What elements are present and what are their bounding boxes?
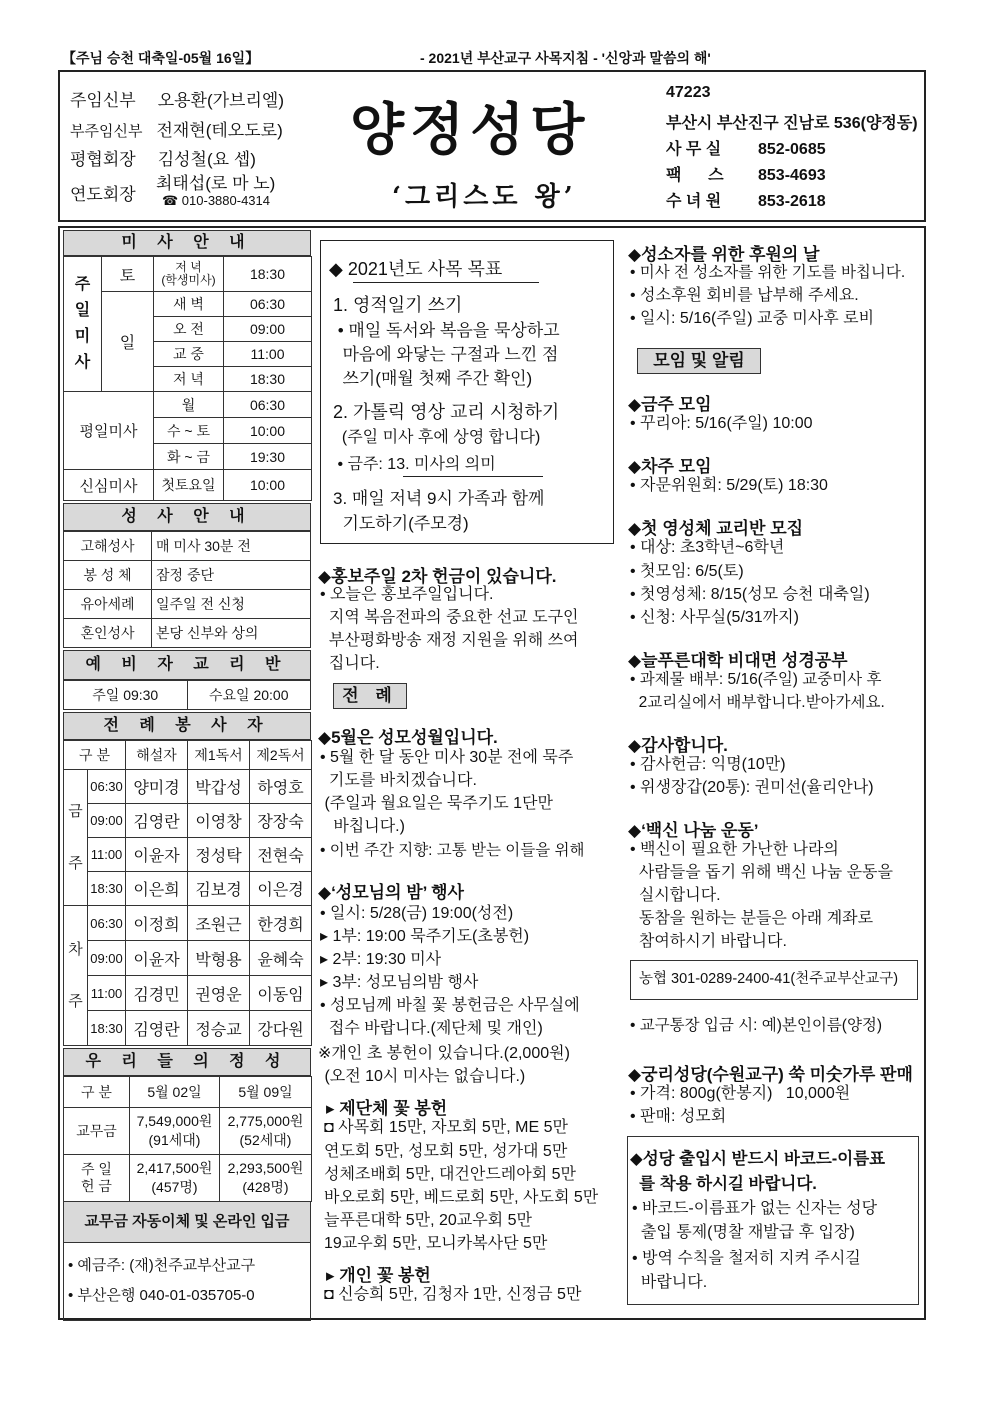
reader-1: 이영창: [188, 804, 250, 838]
night-line: • 성모님께 바칠 꽃 봉헌금은 사무실에: [320, 997, 580, 1014]
contact-value: 852-0685: [758, 141, 826, 158]
reader-1: 정승교: [188, 1011, 250, 1046]
liturgy-tag: 전 례: [333, 683, 407, 709]
sunday-mass-label: 주 일 미 사: [64, 257, 102, 392]
mass-title: 미 사 안 내: [63, 230, 311, 256]
may-line: (주일과 월요일은 묵주기도 1단만: [320, 795, 553, 812]
promo-line: • 오늘은 홍보주일입니다.: [320, 586, 494, 603]
saturday-label: 토: [102, 257, 154, 292]
account-box: [63, 1243, 311, 1321]
staff-role: 평협회장: [70, 150, 136, 169]
may-line: 기도를 바치겠습니다.: [320, 772, 477, 789]
sacrament-name: 봉 성 체: [64, 561, 152, 590]
devotion-day: 첫토요일: [154, 470, 224, 501]
liturgy-time: 06:30: [88, 906, 126, 941]
vocation-line: • 미사 전 성소자를 위한 기도를 바칩니다.: [630, 264, 906, 281]
first-communion-title: ◆첫 영성체 교리반 모집: [628, 519, 804, 538]
liturgy-time: 09:00: [88, 804, 126, 838]
university-study-line: 2교리실에서 배부합니다.받아가세요.: [630, 694, 885, 711]
mass-time: 11:00: [224, 342, 312, 367]
liturgy-time: 11:00: [88, 838, 126, 872]
sacrament-value: 본당 신부와 상의: [152, 619, 311, 648]
barcode-line: • 바코드-이름표가 없는 신자는 성당: [632, 1200, 878, 1217]
offering-value: 2,293,500원 (428명): [220, 1155, 312, 1202]
postal-code: 47223: [666, 84, 711, 101]
mass-name: 저 녁: [154, 367, 224, 392]
university-study-title: ◆늘푸른대학 비대면 성경공부: [628, 651, 848, 670]
liturgy-time: 18:30: [88, 1011, 126, 1046]
contact-label: 수 녀 원: [666, 193, 722, 210]
vaccine-line: 실시합니다.: [630, 887, 721, 904]
liturgy-table: [63, 740, 312, 1046]
catechumen-title: 예 비 자 교 리 반: [63, 650, 311, 680]
mass-time: 10:00: [224, 470, 312, 501]
group-flower-line: 바오로회 5만, 베드로회 5만, 사도회 5만: [324, 1189, 599, 1206]
liturgy-header: 구 분: [64, 741, 126, 770]
first-communion-line: • 대상: 초3학년~6학년: [630, 539, 785, 556]
mass-name: 저 녁 (학생미사): [154, 257, 224, 292]
reader-2: 이은경: [250, 872, 312, 906]
vocation-line: • 일시: 5/16(주일) 교중 미사후 로비: [630, 310, 875, 327]
goal-line: 2. 가톨릭 영상 교리 시청하기: [333, 402, 560, 422]
group-flower-line: 19교우회 5만, 모니카복사단 5만: [324, 1235, 548, 1252]
liturgy-time: 09:00: [88, 941, 126, 976]
barcode-line: ◆성당 출입시 받드시 바코드-이름표: [630, 1150, 886, 1168]
top-left-caption: 【주님 승천 대축일-05월 16일】: [62, 50, 260, 66]
reader-2: 윤혜숙: [250, 941, 312, 976]
flour-sale-title: ◆궁리성당(수원교구) 쑥 미숫가루 판매: [628, 1065, 913, 1084]
commentator: 이정희: [126, 906, 188, 941]
weekday-day: 월: [154, 392, 224, 418]
feast-title: ‘그리스도 왕’: [392, 182, 577, 212]
offering-value: 2,775,000원 (52세대): [220, 1108, 312, 1155]
goal-line: 마음에 와닿는 구절과 느낀 점: [333, 345, 559, 364]
night-line: ▸ 1부: 19:00 묵주기도(초봉헌): [320, 928, 530, 945]
may-line: • 5월 한 달 동안 미사 30분 전에 묵주: [320, 749, 574, 766]
sacrament-name: 고해성사: [64, 532, 152, 561]
thanks-title: ◆감사합니다.: [628, 736, 728, 755]
university-study-line: • 과제물 배부: 5/16(주일) 교중미사 후: [630, 671, 882, 688]
notice-tag: 모임 및 알림: [637, 348, 761, 374]
offering-title: 우 리 들 의 정 성: [63, 1048, 311, 1076]
bank-account: • 부산은행 040-01-035705-0: [68, 1287, 255, 1304]
vaccine-line: 사람들을 돕기 위해 백신 나눔 운동을: [630, 864, 893, 881]
offering-table: [63, 1076, 312, 1202]
goal-line: 1. 영적일기 쓰기: [333, 295, 463, 315]
contact-value: 853-2618: [758, 193, 826, 210]
reader-1: 조원근: [188, 906, 250, 941]
mass-time: 06:30: [224, 292, 312, 317]
commentator: 이윤자: [126, 941, 188, 976]
goal-line: 3. 매일 저녁 9시 가족과 함께: [333, 489, 545, 508]
commentator: 이윤자: [126, 838, 188, 872]
liturgy-servers-title: 전 례 봉 사 자: [63, 712, 311, 740]
catechumen-sunday: 주일 09:30: [64, 681, 188, 710]
sacrament-table: [63, 531, 311, 648]
church-name: 양정성당: [350, 98, 591, 163]
mass-time: 19:30: [224, 444, 312, 470]
offering-value: 2,417,500원 (457명): [130, 1155, 220, 1202]
goal-line: 쓰기(매월 첫째 주간 확인): [333, 369, 533, 388]
first-communion-line: • 첫모임: 6/5(토): [630, 563, 744, 580]
barcode-line: 출입 통제(명찰 재발급 후 입장): [632, 1224, 855, 1241]
sunday-label: 일: [102, 292, 154, 392]
night-line: • 일시: 5/28(금) 19:00(성전): [320, 905, 514, 922]
liturgy-header: 제2독서: [250, 741, 312, 770]
header-box: [58, 70, 926, 222]
promo-line: 지역 복음전파의 중요한 선교 도구인: [320, 609, 579, 626]
weekday-day: 수 ~ 토: [154, 418, 224, 444]
vaccine-line: 참여하시기 바랍니다.: [630, 933, 787, 950]
liturgy-time: 06:30: [88, 770, 126, 804]
group-flower-line: 성체조배회 5만, 대건안드레아회 5만: [324, 1166, 576, 1183]
commentator: 양미경: [126, 770, 188, 804]
mass-time: 09:00: [224, 317, 312, 342]
goals-title: ◆ 2021년도 사목 목표: [329, 259, 503, 279]
next-week-label: 차 주: [64, 906, 88, 1046]
barcode-line: 를 착용 하시길 바랍니다.: [630, 1175, 817, 1193]
contact-label: 사 무 실: [666, 141, 722, 158]
may-line: 바칩니다.): [320, 818, 405, 835]
mass-time: 06:30: [224, 392, 312, 418]
may-line: • 이번 주간 지향: 고통 받는 이들을 위해: [320, 842, 585, 859]
personal-flower-title: ▸ 개인 꽃 봉헌: [326, 1266, 431, 1285]
promo-title: ◆홍보주일 2차 헌금이 있습니다.: [318, 567, 557, 586]
promo-line: 집니다.: [320, 655, 380, 672]
sacrament-name: 혼인성사: [64, 619, 152, 648]
sacrament-name: 유아세례: [64, 590, 152, 619]
commentator: 김경민: [126, 976, 188, 1011]
this-week-label: 금 주: [64, 770, 88, 906]
liturgy-header: 제1독서: [188, 741, 250, 770]
staff-role: 주임신부: [70, 91, 136, 110]
night-line: 접수 바랍니다.(제단체 및 개인): [320, 1020, 543, 1037]
commentator: 김영란: [126, 1011, 188, 1046]
flour-sale-line: • 판매: 성모회: [630, 1108, 727, 1125]
mass-table: [63, 256, 312, 501]
thanks-line: • 위생장갑(20통): 권미선(율리안나): [630, 779, 874, 796]
goal-underline: [403, 476, 543, 477]
offering-name: 주 일 헌 금: [64, 1155, 130, 1202]
account-holder: • 예금주: (재)천주교부산교구: [68, 1257, 256, 1274]
account-note: • 교구통장 입금 시: 예)본인이름(양정): [630, 1017, 883, 1034]
group-flower-line: 늘푸른대학 5만, 20교우회 5만: [324, 1212, 532, 1229]
promo-line: 부산평화방송 재정 지원을 위해 쓰여: [320, 632, 579, 649]
reader-1: 김보경: [188, 872, 250, 906]
reader-2: 한경희: [250, 906, 312, 941]
catechumen-wednesday: 수요일 20:00: [187, 681, 311, 710]
catechumen-table: [63, 680, 311, 710]
personal-flower-line: ◘ 신승희 5만, 김청자 1만, 신정금 5만: [324, 1286, 582, 1303]
sacrament-title: 성 사 안 내: [63, 503, 311, 531]
goal-line: 기도하기(주모경): [333, 514, 469, 533]
flour-sale-line: • 가격: 800g(한봉지) 10,000원: [630, 1085, 851, 1102]
mass-time: 18:30: [224, 367, 312, 392]
offering-value: 7,549,000원 (91세대): [130, 1108, 220, 1155]
night-line: (오전 10시 미사는 없습니다.): [320, 1068, 526, 1085]
weekday-mass-label: 평일미사: [64, 392, 154, 470]
this-week-meeting-title: ◆금주 모임: [628, 395, 712, 414]
reader-2: 강다원: [250, 1011, 312, 1046]
reader-1: 박형용: [188, 941, 250, 976]
vaccine-line: • 백신이 필요한 가난한 나라의: [630, 841, 839, 858]
sacrament-value: 매 미사 30분 전: [152, 532, 311, 561]
commentator: 김영란: [126, 804, 188, 838]
left-column: [63, 230, 311, 1321]
next-week-meeting-line: • 자문위원회: 5/29(토) 18:30: [630, 477, 828, 494]
mass-time: 10:00: [224, 418, 312, 444]
mass-name: 새 벽: [154, 292, 224, 317]
contact-label: 팩 스: [666, 167, 724, 184]
may-title: ◆5월은 성모성월입니다.: [318, 728, 498, 747]
reader-2: 하영호: [250, 770, 312, 804]
sacrament-value: 잠정 중단: [152, 561, 311, 590]
vaccine-title: ◆‘백신 나눔 운동’: [628, 821, 759, 840]
vocation-line: • 성소후원 회비를 납부해 주세요.: [630, 287, 859, 304]
address: 부산시 부산진구 진남로 536(양정동): [666, 115, 918, 132]
reader-1: 정성탁: [188, 838, 250, 872]
contact-value: 853-4693: [758, 167, 826, 184]
night-title: ◆‘성모님의 밤’ 행사: [318, 883, 464, 902]
goals-box: [320, 240, 614, 544]
mass-name: 오 전: [154, 317, 224, 342]
goal-line: • 금주: 13. 미사의 의미: [333, 456, 496, 473]
group-flower-line: ◘ 사목회 15만, 자모회 5만, ME 5만: [324, 1119, 568, 1136]
offering-header: 구 분: [64, 1077, 130, 1108]
night-line: ※개인 초 봉헌이 있습니다.(2,000원): [318, 1045, 570, 1062]
group-flower-line: 연도회 5만, 성모회 5만, 성가대 5만: [324, 1143, 568, 1160]
this-week-meeting-line: • 꾸리아: 5/16(주일) 10:00: [630, 415, 813, 432]
reader-1: 박갑성: [188, 770, 250, 804]
goal-line: • 매일 독서와 복음을 묵상하고: [333, 321, 560, 340]
weekday-day: 화 ~ 금: [154, 444, 224, 470]
top-right-caption: - 2021년 부산교구 사목지침 - '신앙과 말씀의 해': [420, 50, 711, 66]
reader-2: 전현숙: [250, 838, 312, 872]
thanks-line: • 감사헌금: 익명(10만): [630, 756, 786, 773]
night-line: ▸ 3부: 성모님의밤 행사: [320, 974, 479, 991]
reader-2: 장장숙: [250, 804, 312, 838]
reader-2: 이동임: [250, 976, 312, 1011]
staff-name: 김성철(요 셉): [157, 150, 256, 169]
first-communion-line: • 첫영성체: 8/15(성모 승천 대축일): [630, 586, 870, 603]
next-week-meeting-title: ◆차주 모임: [628, 457, 712, 476]
group-flower-title: ▸ 제단체 꽃 봉헌: [326, 1099, 448, 1118]
barcode-line: 바랍니다.: [632, 1274, 708, 1291]
liturgy-header: 해설자: [126, 741, 188, 770]
goals-title-underline: [353, 282, 539, 283]
staff-role: 연도회장: [70, 185, 136, 204]
phone-number: ☎ 010-3880-4314: [162, 193, 270, 208]
night-line: ▸ 2부: 19:30 미사: [320, 951, 442, 968]
reader-1: 권영운: [188, 976, 250, 1011]
offering-name: 교무금: [64, 1108, 130, 1155]
staff-name: 오용환(가브리엘): [157, 91, 284, 110]
first-communion-line: • 신청: 사무실(5/31까지): [630, 609, 799, 626]
staff-role: 부주임신부: [70, 123, 143, 140]
commentator: 이은희: [126, 872, 188, 906]
liturgy-time: 11:00: [88, 976, 126, 1011]
offering-header: 5월 02일: [130, 1077, 220, 1108]
vocation-title: ◆성소자를 위한 후원의 날: [628, 245, 820, 264]
vaccine-line: 동참을 원하는 분들은 아래 계좌로: [630, 910, 874, 927]
sacrament-value: 일주일 전 신청: [152, 590, 311, 619]
barcode-line: • 방역 수칙을 철저히 지켜 주시길: [632, 1250, 861, 1267]
staff-name: 전재현(테오도로): [156, 121, 283, 140]
devotion-mass-label: 신심미사: [64, 470, 154, 501]
staff-name: 최태섭(로 마 노): [156, 174, 276, 193]
mass-time: 18:30: [224, 257, 312, 292]
auto-transfer-title: 교무금 자동이체 및 온라인 입금: [63, 1202, 311, 1243]
mass-name: 교 중: [154, 342, 224, 367]
offering-header: 5월 09일: [220, 1077, 312, 1108]
donation-account-box: 농협 301-0289-2400-41(천주교부산교구): [630, 960, 918, 1000]
barcode-notice-box: [627, 1136, 919, 1305]
liturgy-time: 18:30: [88, 872, 126, 906]
goal-line: (주일 미사 후에 상영 합니다): [333, 429, 541, 446]
